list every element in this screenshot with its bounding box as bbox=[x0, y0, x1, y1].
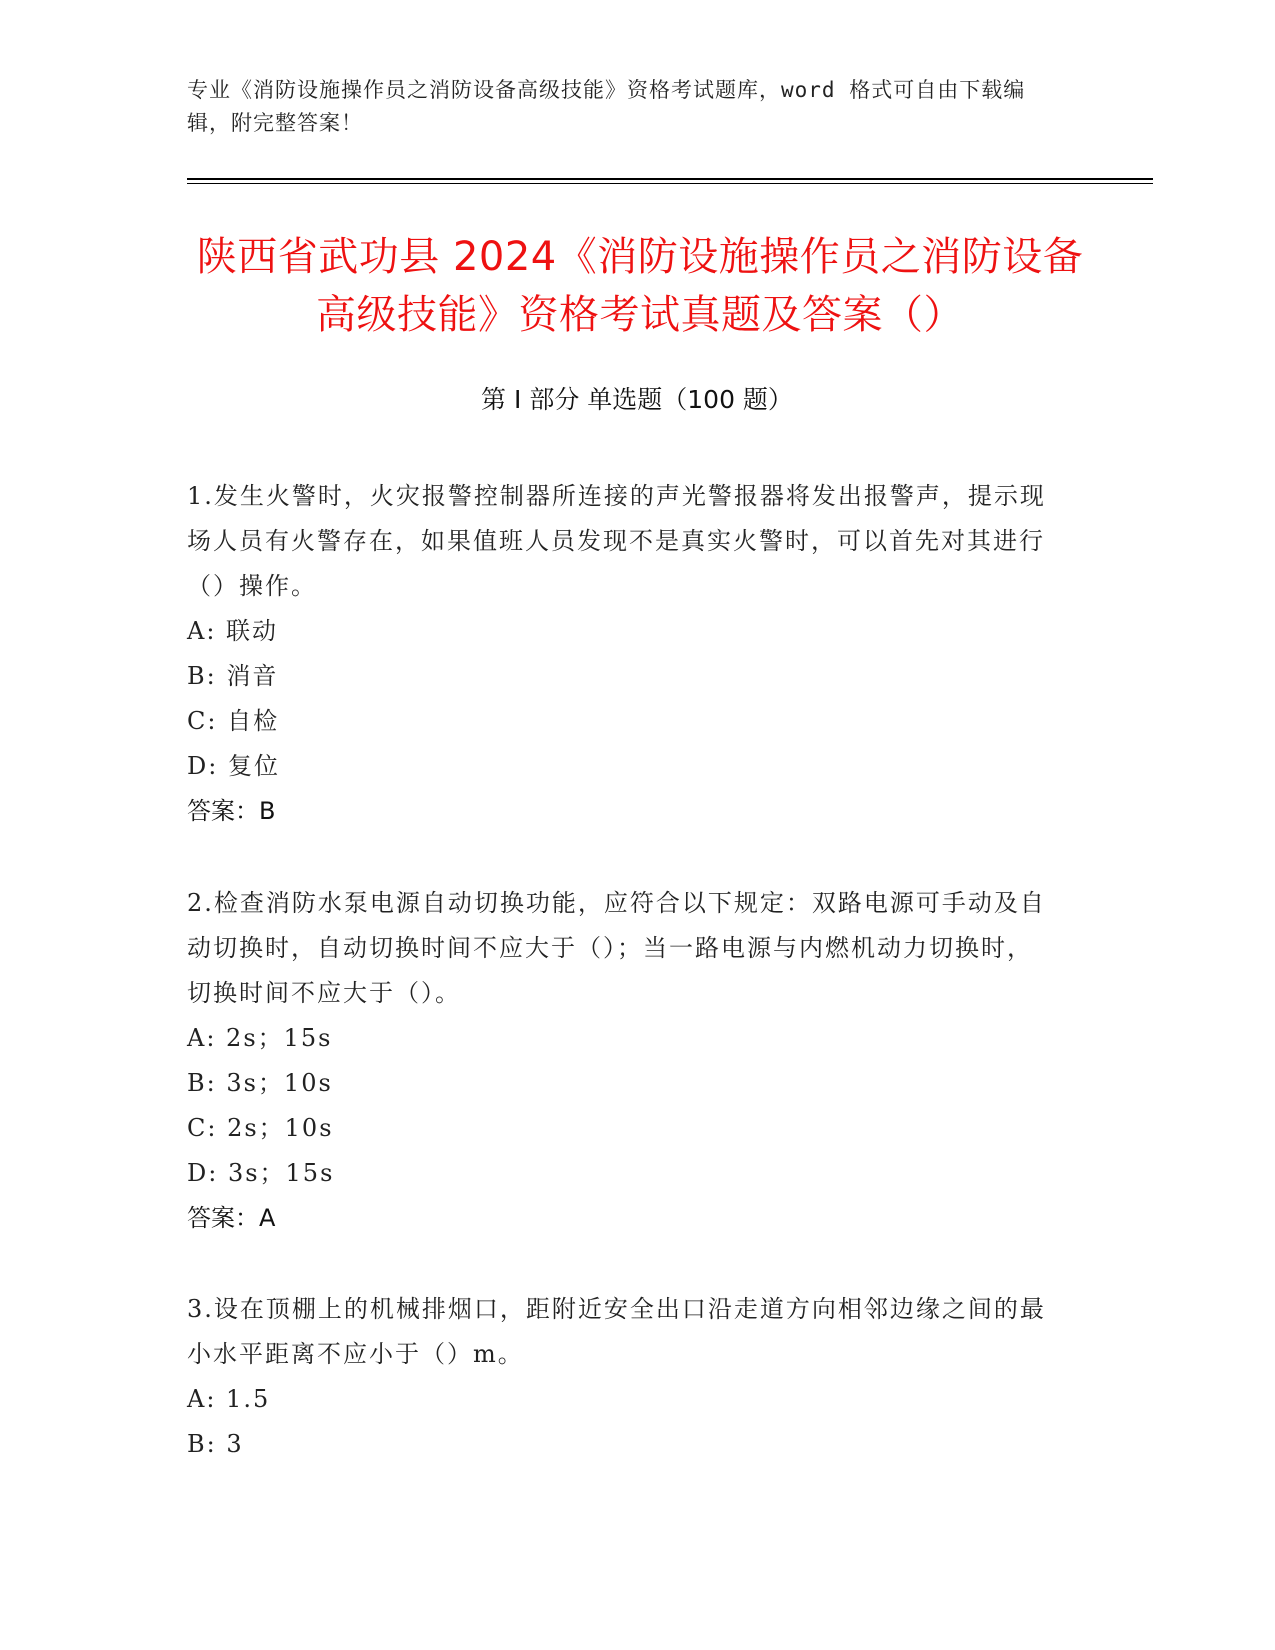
option-a: A: 2s；15s bbox=[187, 1024, 333, 1052]
option-a: A: 1.5 bbox=[187, 1385, 271, 1413]
option-b: B: 消音 bbox=[187, 662, 279, 690]
option-c: C: 2s；10s bbox=[187, 1114, 334, 1142]
header-rule-thin bbox=[187, 183, 1153, 184]
question-3 bbox=[187, 1287, 1057, 1467]
option-d: D: 复位 bbox=[187, 752, 280, 780]
option-d: D: 3s；15s bbox=[187, 1159, 335, 1187]
document-title: 陕西省武功县 2024《消防设施操作员之消防设备高级技能》资格考试真题及答案（） bbox=[196, 234, 1084, 338]
question-stem: 2.检查消防水泵电源自动切换功能，应符合以下规定：双路电源可手动及自动切换时，自动切换时间不应大于（）；当一路电源与内燃机动力切换时，切换时间不应大于（）。 bbox=[187, 889, 1046, 1007]
question-stem: 1.发生火警时，火灾报警控制器所连接的声光警报器将发出报警声，提示现场人员有火警存在，如果值班人员发现不是真实火警时，可以首先对其进行（）操作。 bbox=[187, 482, 1046, 600]
option-b: B: 3s；10s bbox=[187, 1069, 333, 1097]
option-b: B: 3 bbox=[187, 1430, 244, 1458]
question-1 bbox=[187, 474, 1057, 834]
option-a: A: 联动 bbox=[187, 617, 279, 645]
answer-line: 答案：A bbox=[187, 1204, 276, 1232]
option-c: C: 自检 bbox=[187, 707, 280, 735]
question-stem: 3.设在顶棚上的机械排烟口，距附近安全出口沿走道方向相邻边缘之间的最小水平距离不应小于（）m。 bbox=[187, 1295, 1046, 1368]
answer-line: 答案：B bbox=[187, 797, 276, 825]
question-2 bbox=[187, 881, 1057, 1241]
header-note: 专业《消防设施操作员之消防设备高级技能》资格考试题库，word 格式可自由下载编辑，附完整答案！ bbox=[187, 78, 1026, 135]
header-rule-thick bbox=[187, 178, 1153, 180]
section-heading: 第 I 部分 单选题（100 题） bbox=[481, 385, 793, 414]
